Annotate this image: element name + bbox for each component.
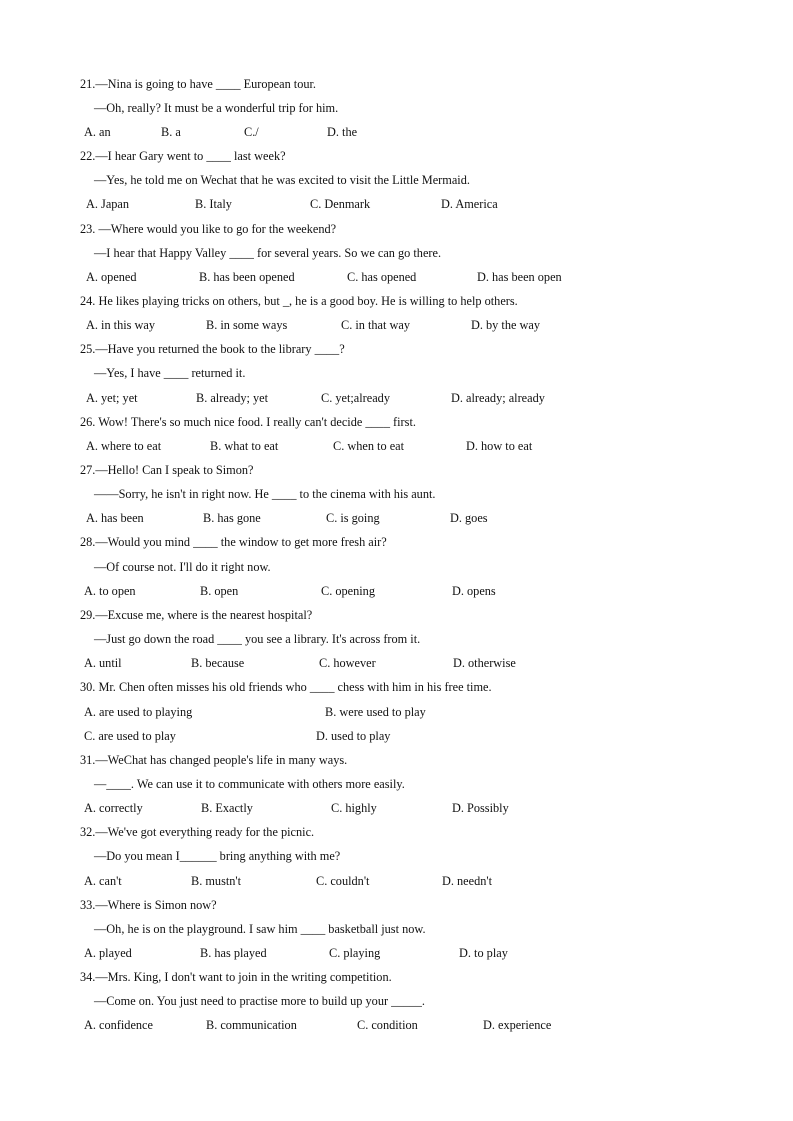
question-34-stem: 34.—Mrs. King, I don't want to join in the writing competition. [80,970,392,984]
question-25-option-c: C. yet;already [321,391,390,405]
question-33-stem: 33.—Where is Simon now? [80,898,217,912]
question-24-option-d: D. by the way [471,318,540,332]
question-23-dialog: —I hear that Happy Valley ____ for several years. So we can go there. [94,246,442,260]
question-27-option-b: B. has gone [203,511,261,525]
question-24-option-c: C. in that way [341,318,410,332]
question-21-dialog: —Oh, really? It must be a wonderful trip for him. [94,101,339,115]
question-28-dialog: —Of course not. I'll do it right now. [94,560,271,574]
question-29-option-c: C. however [319,656,376,670]
question-30-stem: 30. Mr. Chen often misses his old friends who ____ chess with him in his free time. [80,680,492,694]
question-28-option-a: A. to open [84,584,136,598]
question-24-stem: 24. He likes playing tricks on others, but _, he is a good boy. He is willing to help others. [80,294,518,308]
question-34-option-a: A. confidence [84,1018,153,1032]
question-21-option-c: C./ [244,125,259,139]
question-27-option-d: D. goes [450,511,488,525]
question-25-dialog: —Yes, I have ____ returned it. [94,366,246,380]
question-32-stem: 32.—We've got everything ready for the picnic. [80,825,315,839]
question-22-dialog: —Yes, he told me on Wechat that he was excited to visit the Little Mermaid. [94,173,470,187]
question-31-dialog: —____. We can use it to communicate with others more easily. [94,777,405,791]
question-26-option-d: D. how to eat [466,439,533,453]
question-28-stem: 28.—Would you mind ____ the window to get more fresh air? [80,535,387,549]
question-32-option-a: A. can't [84,874,122,888]
question-22-option-a: A. Japan [86,197,130,211]
question-34-dialog: —Come on. You just need to practise more to build up your _____. [94,994,425,1008]
question-23-option-d: D. has been open [477,270,562,284]
question-24-option-b: B. in some ways [206,318,288,332]
question-32-option-c: C. couldn't [316,874,370,888]
question-26-option-a: A. where to eat [86,439,162,453]
question-34-option-d: D. experience [483,1018,552,1032]
question-31-stem: 31.—WeChat has changed people's life in many ways. [80,753,348,767]
question-32-option-b: B. mustn't [191,874,242,888]
question-27-option-a: A. has been [86,511,144,525]
question-34-option-b: B. communication [206,1018,297,1032]
question-26-option-c: C. when to eat [333,439,405,453]
question-25-option-b: B. already; yet [196,391,269,405]
question-27-stem: 27.—Hello! Can I speak to Simon? [80,463,254,477]
question-22-stem: 22.—I hear Gary went to ____ last week? [80,149,286,163]
question-31-option-c: C. highly [331,801,377,815]
question-21-option-b: B. a [161,125,181,139]
question-25-option-a: A. yet; yet [86,391,138,405]
question-22-option-d: D. America [441,197,498,211]
question-28-option-d: D. opens [452,584,496,598]
question-32-dialog: —Do you mean I______ bring anything with me? [94,849,341,863]
question-28-option-c: C. opening [321,584,375,598]
question-29-stem: 29.—Excuse me, where is the nearest hospital? [80,608,313,622]
question-21-option-a: A. an [84,125,111,139]
question-31-option-b: B. Exactly [201,801,253,815]
question-26-option-b: B. what to eat [210,439,279,453]
question-23-option-c: C. has opened [347,270,417,284]
question-22-option-b: B. Italy [195,197,232,211]
question-33-option-b: B. has played [200,946,267,960]
question-29-option-b: B. because [191,656,245,670]
question-25-stem: 25.—Have you returned the book to the library ____? [80,342,345,356]
question-33-option-a: A. played [84,946,132,960]
question-29-dialog: —Just go down the road ____ you see a library. It's across from it. [94,632,421,646]
question-33-option-c: C. playing [329,946,381,960]
question-30-option-a: A. are used to playing [84,705,193,719]
question-31-option-a: A. correctly [84,801,143,815]
question-21-stem: 21.—Nina is going to have ____ European tour. [80,77,316,91]
question-21-option-d: D. the [327,125,358,139]
question-26-stem: 26. Wow! There's so much nice food. I really can't decide ____ first. [80,415,416,429]
question-27-option-c: C. is going [326,511,380,525]
question-29-option-d: D. otherwise [453,656,516,670]
question-33-dialog: —Oh, he is on the playground. I saw him ____ basketball just now. [94,922,426,936]
question-25-option-d: D. already; already [451,391,545,405]
question-32-option-d: D. needn't [442,874,493,888]
question-29-option-a: A. until [84,656,122,670]
question-30-option-b: B. were used to play [325,705,426,719]
question-24-option-a: A. in this way [86,318,155,332]
question-27-dialog: ——Sorry, he isn't in right now. He ____ to the cinema with his aunt. [94,487,436,501]
question-33-option-d: D. to play [459,946,508,960]
question-31-option-d: D. Possibly [452,801,509,815]
question-30-option-d: D. used to play [316,729,391,743]
question-22-option-c: C. Denmark [310,197,371,211]
question-23-stem: 23. —Where would you like to go for the weekend? [80,222,337,236]
question-23-option-a: A. opened [86,270,137,284]
question-30-option-c: C. are used to play [84,729,176,743]
question-28-option-b: B. open [200,584,239,598]
question-34-option-c: C. condition [357,1018,418,1032]
question-23-option-b: B. has been opened [199,270,295,284]
